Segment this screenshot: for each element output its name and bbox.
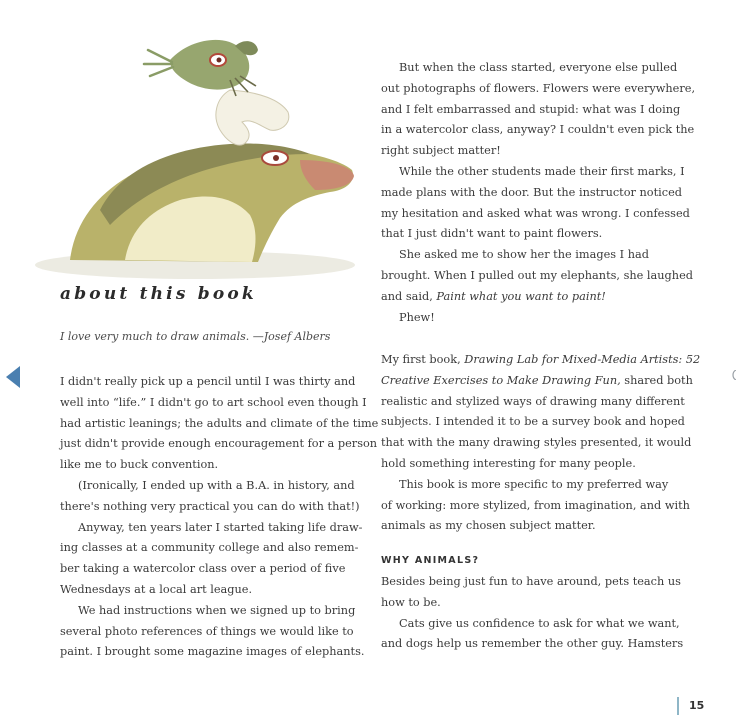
text-line: animals as my chosen subject matter.	[381, 519, 596, 533]
text-line: my hesitation and asked what was wrong. I confessed	[381, 206, 690, 220]
text-line: that with the many drawing styles presented, it would	[381, 436, 692, 450]
text-line: and dogs help us remember the other guy. Hamsters	[381, 637, 684, 651]
epigraph-quote: I love very much to draw animals. —Josef Albers	[60, 330, 331, 343]
text-line: Anyway, ten years later I started taking life draw-	[78, 520, 363, 534]
text-line: ing classes at a community college and also remem-	[60, 541, 359, 555]
page-number: 15	[689, 699, 705, 712]
text-line: realistic and stylized ways of drawing many different	[381, 394, 685, 408]
text-line: like me to buck convention.	[60, 458, 219, 472]
right-column-top	[381, 58, 696, 328]
page-number-rule	[677, 697, 679, 715]
text-line: and I felt embarrassed and stupid: what was I doing	[381, 102, 681, 116]
text-line: But when the class started, everyone else pulled	[399, 61, 678, 74]
text-line: Besides being just fun to have around, pets teach us	[381, 574, 681, 588]
text-span: My first book,	[381, 353, 465, 366]
text-line: She asked me to show her the images I had	[399, 248, 649, 262]
text-line: subjects. I intended it to be a survey book and hoped	[381, 415, 685, 429]
text-line: right subject matter!	[381, 144, 501, 158]
text-line	[381, 287, 681, 308]
text-line: made plans with the door. But the instructor noticed	[381, 185, 682, 199]
left-column	[60, 372, 379, 663]
text-span: shared both	[620, 373, 693, 387]
book-title: Creative Exercises to Make Drawing Fun,	[381, 373, 621, 387]
previous-page-arrow-icon[interactable]	[6, 366, 20, 388]
text-line: brought. When I pulled out my elephants, she laughed	[381, 268, 693, 282]
text-line: that I just didn't want to paint flowers.	[381, 227, 603, 241]
text-line: We had instructions when we signed up to bring	[78, 603, 356, 617]
text-line: well into “life.” I didn't go to art school even though I	[60, 395, 367, 409]
lizard-creatures-illustration	[30, 20, 360, 282]
next-page-edge-icon[interactable]	[730, 370, 736, 380]
text-line	[381, 350, 701, 371]
small-creature-crest	[144, 50, 173, 76]
book-title: Drawing Lab for Mixed-Media Artists: 52	[464, 353, 701, 366]
text-line: This book is more specific to my preferred way	[399, 477, 669, 491]
text-line: several photo references of things we would like to	[60, 624, 354, 638]
text-line: (Ironically, I ended up with a B.A. in history, and	[78, 478, 355, 492]
subsection-heading: WHY ANIMALS?	[381, 555, 480, 567]
text-line: Wednesdays at a local art league.	[60, 582, 253, 596]
text-line: While the other students made their first marks, I	[399, 164, 685, 178]
quoted-instruction: Paint what you want to paint!	[436, 289, 606, 303]
text-line: how to be.	[381, 595, 441, 609]
text-line: in a watercolor class, anyway? I couldn't even pick the	[381, 123, 695, 137]
text-line: there's nothing very practical you can do with that!)	[60, 499, 360, 513]
text-line: had artistic leanings; the adults and climate of the time	[60, 416, 379, 430]
text-line: Cats give us confidence to ask for what we want,	[399, 616, 680, 630]
text-line	[381, 371, 693, 392]
text-line: of working: more stylized, from imagination, and with	[381, 498, 690, 512]
small-creature-body	[216, 90, 289, 145]
text-line: Phew!	[399, 310, 435, 324]
text-span: and said,	[381, 289, 437, 303]
section-heading: about this book	[60, 284, 257, 304]
text-line: hold something interesting for many people.	[381, 456, 636, 470]
right-column-bottom	[381, 350, 701, 655]
text-line: I didn't really pick up a pencil until I was thirty and	[60, 375, 356, 388]
text-line: just didn't provide enough encouragement for a person	[60, 437, 378, 451]
text-line: paint. I brought some magazine images of elephants.	[60, 645, 365, 659]
text-line: ber taking a watercolor class over a period of five	[60, 562, 346, 576]
text-line: out photographs of flowers. Flowers were everywhere,	[381, 81, 696, 95]
